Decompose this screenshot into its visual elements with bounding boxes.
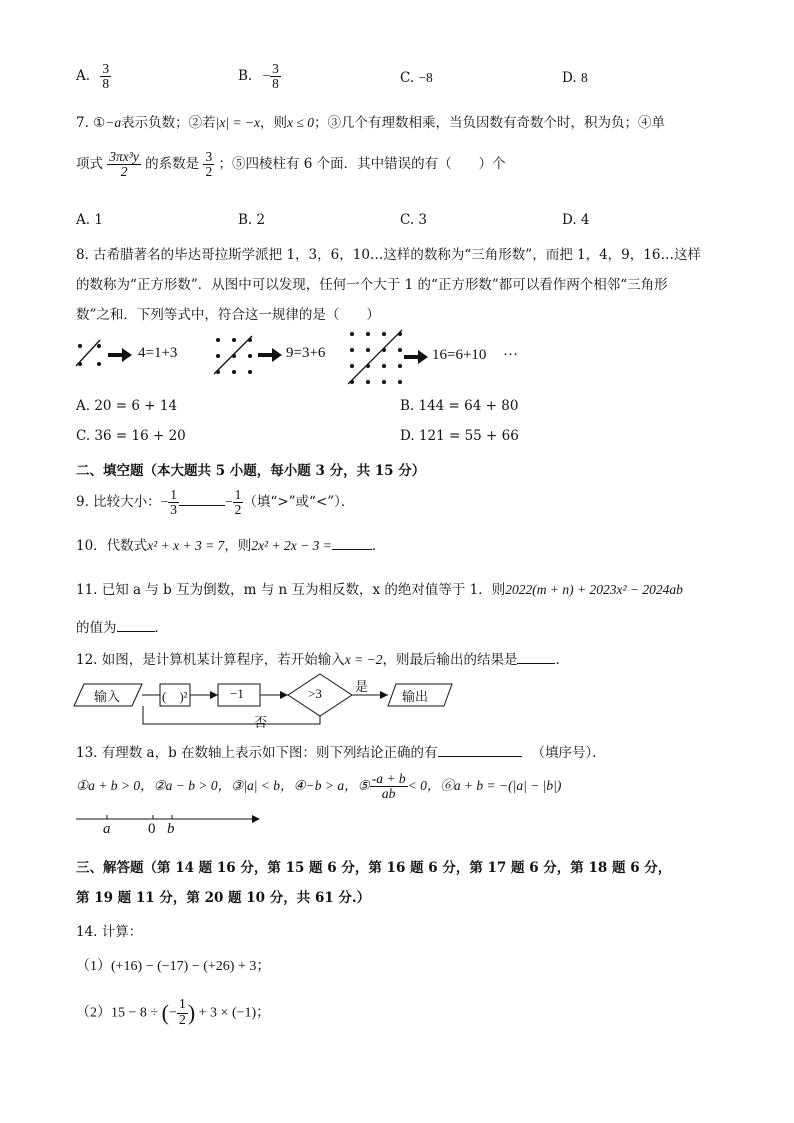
q10: 10．代数式x² + x + 3 = 7，则2x² + 2x − 3 = ． <box>76 538 386 554</box>
q7-line1: 7. ①−a表示负数；②若|x| = −x，则x ≤ 0；③几个有理数相乘，当负因数有奇数个时，积为负；④单 <box>76 115 665 131</box>
q7-line2: 项式 $\frac{\text{3πx³y}}{2}$ 的系数是 $\frac{3}{2}$ ；⑤四棱柱有 6 个面．其中错误的有（ ）个 <box>76 149 506 180</box>
q8-ellipsis: ··· <box>503 347 518 363</box>
axis-label-b: b <box>167 821 175 837</box>
flow-yes: 是 <box>355 680 369 695</box>
q7-option-a: A. 1 <box>76 212 103 228</box>
q8-label-1: 4=1+3 <box>138 345 178 361</box>
q8-option-a: A. 20 = 6 + 14 <box>76 398 178 414</box>
flow-square: ( )² <box>162 689 188 704</box>
q8-option-b: B. 144 = 64 + 80 <box>400 398 519 414</box>
q14-part2: （2）15 − 8 ÷ (− $\frac{1}{2}$ ) + 3 × (−1)； <box>76 997 271 1028</box>
flow-minus-one: −1 <box>230 686 244 701</box>
q12-text: 12. 如图，是计算机某计算程序，若开始输入x = −2，则最后输出的结果是 ． <box>76 652 569 668</box>
flow-input: 输入 <box>94 690 121 705</box>
q6-option-d: D. 8 <box>562 70 588 86</box>
q7-option-c: C. 3 <box>400 212 428 228</box>
q6-option-a: A. $\frac{3}{8}$ <box>76 61 110 92</box>
q8-option-c: C. 36 = 16 + 20 <box>76 428 186 444</box>
q14-title: 14. 计算： <box>76 924 143 940</box>
q13-text: 13. 有理数 a，b 在数轴上表示如下图：则下列结论正确的有 （填序号）． <box>76 745 606 761</box>
flow-no: 否 <box>254 716 268 731</box>
q14-part1: （1）(+16) − (−17) − (+26) + 3； <box>76 959 271 974</box>
q8-label-2: 9=3+6 <box>286 345 326 361</box>
q8-label-3: 16=6+10 <box>432 347 487 363</box>
q6-option-b: B. − $\frac{3}{8}$ <box>238 61 279 92</box>
q7-option-d: D. 4 <box>562 212 590 228</box>
section-3-heading-line2: 第 19 题 11 分，第 20 题 10 分，共 61 分.） <box>76 890 371 906</box>
q8-line3: 数”之和．下列等式中，符合这一规律的是（ ） <box>76 307 380 323</box>
axis-label-0: 0 <box>148 821 156 837</box>
flow-output: 输出 <box>402 690 429 705</box>
q11-line1: 11. 已知 a 与 b 互为倒数，m 与 n 互为相反数，x 的绝对值等于 1．则2022(m + n) + 2023x² − 2024ab <box>76 582 683 598</box>
q7-option-b: B. 2 <box>238 212 266 228</box>
q8-line2: 的数称为“正方形数”．从图中可以发现，任何一个大于 1 的“正方形数”都可以看作两个相邻“三角形 <box>76 277 668 293</box>
flow-compare: >3 <box>308 686 322 701</box>
q8-option-d: D. 121 = 55 + 66 <box>400 428 519 444</box>
q8-line1: 8. 古希腊著名的毕达哥拉斯学派把 1，3，6，10…这样的数称为“三角形数”，而把 1，4，9，16…这样 <box>76 247 701 263</box>
q6-option-c: C. −8 <box>400 70 433 86</box>
q9: 9. 比较大小：− $\frac{1}{3}$ − $\frac{1}{2}$ （填“>”或“<”）． <box>76 487 355 518</box>
section-2-heading: 二、填空题（本大题共 5 小题，每小题 3 分，共 15 分） <box>76 463 426 479</box>
q11-line2: 的值为 ． <box>76 620 168 636</box>
axis-label-a: a <box>103 821 111 837</box>
q13-items: ①a + b > 0，②a − b > 0，③|a| < b，④−b > a，⑤ $\frac{-a + b}{ab}$ < 0，⑥a + b = −(|a| − |b|) <box>76 771 562 802</box>
section-3-heading-line1: 三、解答题（第 14 题 16 分，第 15 题 6 分，第 16 题 6 分，第 17 题 6 分，第 18 题 6 分， <box>76 860 672 876</box>
